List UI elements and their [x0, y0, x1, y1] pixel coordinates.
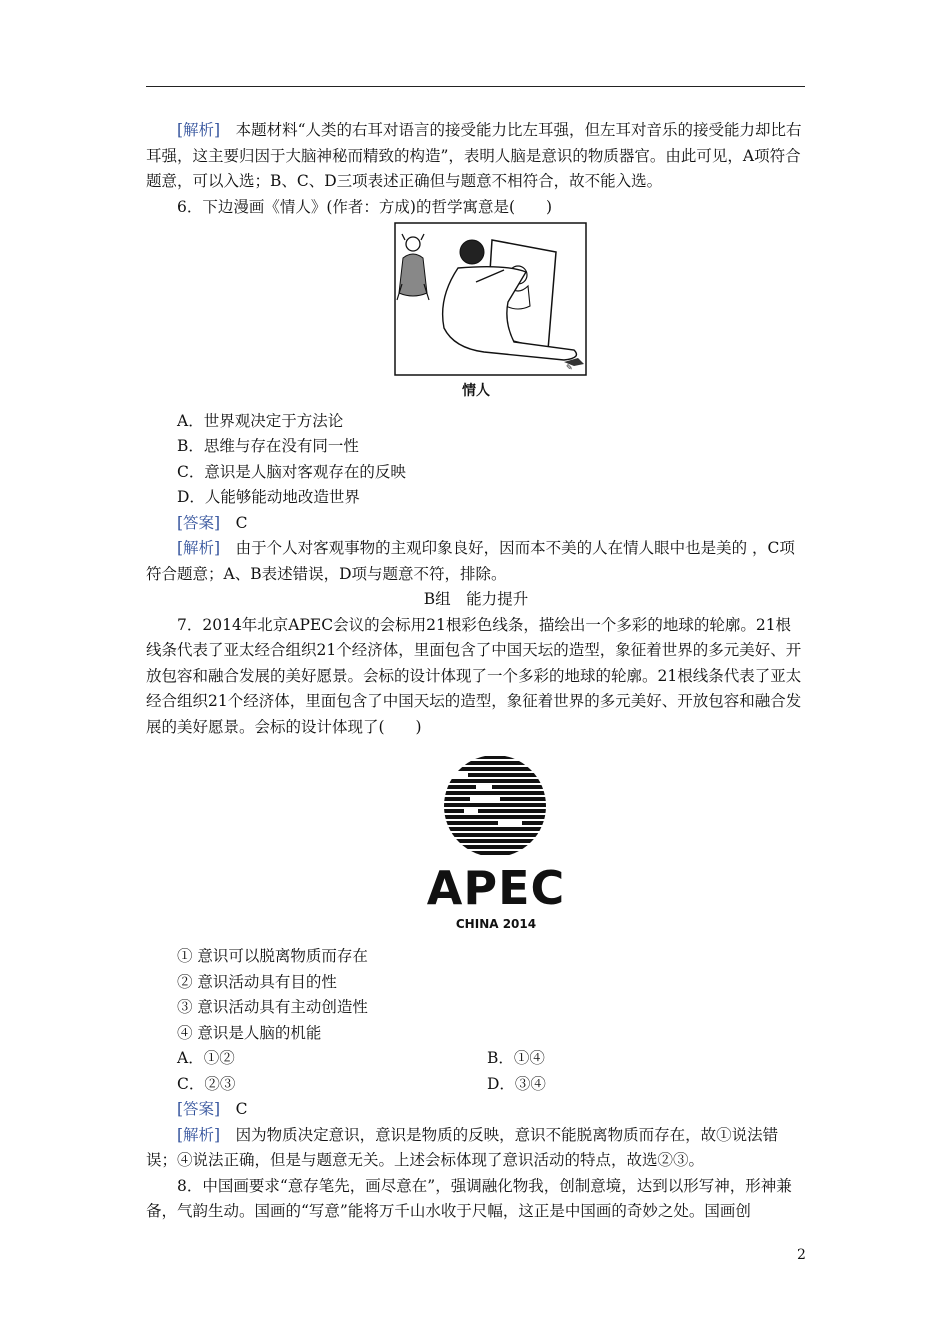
apec-logo [146, 744, 806, 944]
question-8-stem: 8．中国画要求“意存笔先，画尽意在”，强调融化物我，创制意境，达到以形写神，形神兼备，气韵生动。国画的“写意”能将万千山水收于尺幅，这正是中国画的奇妙之处。国画创 [146, 1176, 792, 1220]
analysis-tag: [解析] [177, 1125, 221, 1144]
header-rule [146, 86, 805, 87]
analysis-tag: [解析] [177, 539, 221, 557]
analysis-text: 因为物质决定意识，意识是物质的反映，意识不能脱离物质而存在，故①说法错误；④说法正确，但是与题意无关。上述会标体现了意识活动的特点，故选②③。 [146, 1125, 779, 1169]
option-d: D．人能够能动地改造世界 [177, 488, 360, 506]
analysis-text: 由于个人对客观事物的主观印象良好，因而本不美的人在情人眼中也是美的 ，C项符合题意；A、B表述错误，D项与题意不符，排除。 [146, 539, 795, 583]
analysis-text: 本题材料“人类的右耳对语言的接受能力比左耳强，但左耳对音乐的接受能力却比右耳强，这主要归因于大脑神秘而精致的构造”，表明人脑是意识的物质器官。由此可见，A项符合题意，可以入选；B、C、D三项表述正确但与题意不相符合，故不能入选。 [146, 121, 802, 190]
statement-3: ③ 意识活动具有主动创造性 [177, 998, 368, 1016]
analysis-q7 [146, 1123, 806, 1174]
options-row-1 [146, 1046, 806, 1072]
option-a: A．①② [177, 1049, 235, 1067]
cartoon-caption: 情人 [462, 383, 490, 399]
apec-logo-title: APEC [426, 861, 566, 915]
answer-tag: [答案] [177, 1100, 221, 1118]
analysis-q6 [146, 536, 806, 587]
option-a: A．世界观决定于方法论 [177, 411, 344, 430]
option-b: B．思维与存在没有同一性 [177, 437, 359, 455]
analysis-q5 [146, 118, 806, 195]
apec-logo-subtitle: CHINA 2014 [455, 917, 537, 931]
answer-tag: [答案] [177, 513, 221, 532]
option-b: B．①④ [487, 1049, 545, 1067]
analysis-tag: [解析] [177, 121, 221, 139]
answer-q6 [146, 511, 806, 537]
question-6-stem: 6．下边漫画《情人》(作者：方成)的哲学寓意是( ) [177, 197, 553, 216]
answer-text: C [220, 513, 248, 532]
option-c: C．②③ [177, 1074, 236, 1093]
statement-4: ④ 意识是人脑的机能 [177, 1023, 322, 1042]
statement-2: ② 意识活动具有目的性 [177, 972, 337, 991]
options-row-2 [146, 1072, 806, 1098]
option-d: D．③④ [487, 1074, 546, 1093]
svg-text:✎: ✎ [566, 363, 573, 372]
page-number: 2 [797, 1247, 806, 1263]
section-title: B组 能力提升 [423, 590, 529, 608]
statement-1: ① 意识可以脱离物质而存在 [177, 947, 368, 965]
cartoon-figure [146, 222, 806, 377]
answer-q7 [146, 1097, 806, 1123]
question-7-stem: 7．2014年北京APEC会议的会标用21根彩色线条，描绘出一个多彩的地球的轮廓。21根线条代表了亚太经合组织21个经济体，里面包含了中国天坛的造型，象征着世界的多元美好、开放包容和融合发展的美好愿景。会标的设计体现了一个多彩的地球的轮廓。21根线条代表了亚太经合组织21个经济体，里面包含了中国天坛的造型，象征着世界的多元美好、开放包容和融合发展的美好愿景。会标的设计体现了( ) [146, 615, 802, 736]
answer-text: C [220, 1100, 248, 1118]
option-c: C．意识是人脑对客观存在的反映 [177, 462, 406, 481]
cartoon-lovers-image [146, 222, 806, 377]
page-body [146, 118, 806, 1225]
